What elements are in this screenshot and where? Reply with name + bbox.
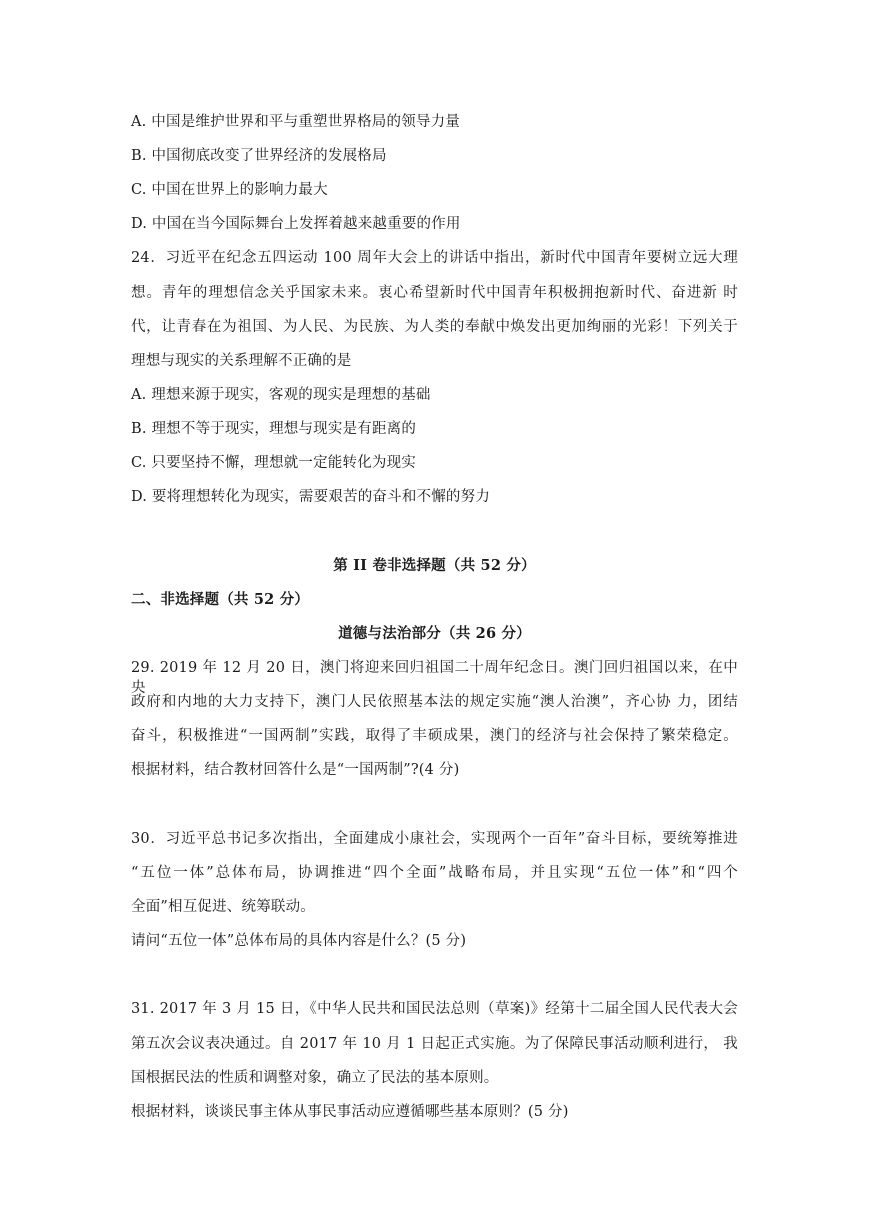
subject-title: 道德与法治部分（共 26 分）: [338, 625, 531, 642]
q24-option-c: C. 只要坚持不懈，理想就一定能转化为现实: [131, 455, 416, 471]
q24-stem-line-1: 24．习近平在纪念五四运动 100 周年大会上的讲话中指出，新时代中国青年要树立远大理: [131, 250, 738, 266]
q30-line-2: “五位一体”总体布局，协调推进“四个全面”战略布局，并且实现“五位一体”和“四个: [131, 865, 738, 881]
volume-title: 第 II 卷非选择题（共 52 分）: [333, 557, 536, 574]
part-title: 二、非选择题（共 52 分）: [131, 591, 310, 608]
q23-option-c: C. 中国在世界上的影响力最大: [131, 182, 328, 198]
q23-option-a: A. 中国是维护世界和平与重塑世界格局的领导力量: [131, 114, 460, 130]
q24-stem-line-4: 理想与现实的关系理解不正确的是: [131, 353, 352, 369]
q29-line-2: 政府和内地的大力支持下，澳门人民依照基本法的规定实施“澳人治澳”，齐心协 力，团结: [131, 694, 738, 710]
q24-stem-line-2: 想。青年的理想信念关乎国家未来。衷心希望新时代中国青年积极拥抱新时代、奋进新 时: [131, 285, 738, 301]
q23-option-d: D. 中国在当今国际舞台上发挥着越来越重要的作用: [131, 216, 461, 232]
q30-line-4: 请问“五位一体”总体布局的具体内容是什么？(5 分): [131, 933, 467, 949]
q29-line-1: 29. 2019 年 12 月 20 日，澳门将迎来回归祖国二十周年纪念日。澳门回归祖国以来，在中 央: [131, 660, 738, 696]
q30-line-3: 全面”相互促进、统筹联动。: [131, 899, 316, 915]
q24-option-a: A. 理想来源于现实，客观的现实是理想的基础: [131, 387, 431, 403]
q24-option-d: D. 要将理想转化为现实，需要艰苦的奋斗和不懈的努力: [131, 489, 491, 505]
q31-line-1: 31. 2017 年 3 月 15 日，《中华人民共和国民法总则（草案)》经第十二届全国人民代表大会: [131, 1001, 738, 1017]
q29-line-3: 奋斗，积极推进“一国两制”实践，取得了丰硕成果，澳门的经济与社会保持了繁荣稳定。: [131, 728, 738, 744]
q24-option-b: B. 理想不等于现实，理想与现实是有距离的: [131, 421, 417, 437]
q31-line-3: 国根据民法的性质和调整对象，确立了民法的基本原则。: [131, 1070, 499, 1086]
q23-option-b: B. 中国彻底改变了世界经济的发展格局: [131, 148, 387, 164]
q29-line-4: 根据材料，结合教材回答什么是“一国两制”?(4 分): [131, 762, 460, 778]
q30-line-1: 30．习近平总书记多次指出，全面建成小康社会，实现两个一百年”奋斗目标，要统筹推进: [131, 831, 738, 847]
q31-line-4: 根据材料，谈谈民事主体从事民事活动应遵循哪些基本原则？(5 分): [131, 1104, 569, 1120]
q31-line-2: 第五次会议表决通过。自 2017 年 10 月 1 日起正式实施。为了保障民事活动顺利进行， 我: [131, 1036, 738, 1052]
q24-stem-line-3: 代，让青春在为祖国、为人民、为民族、为人类的奉献中焕发出更加绚丽的光彩！下列关于: [131, 319, 738, 335]
